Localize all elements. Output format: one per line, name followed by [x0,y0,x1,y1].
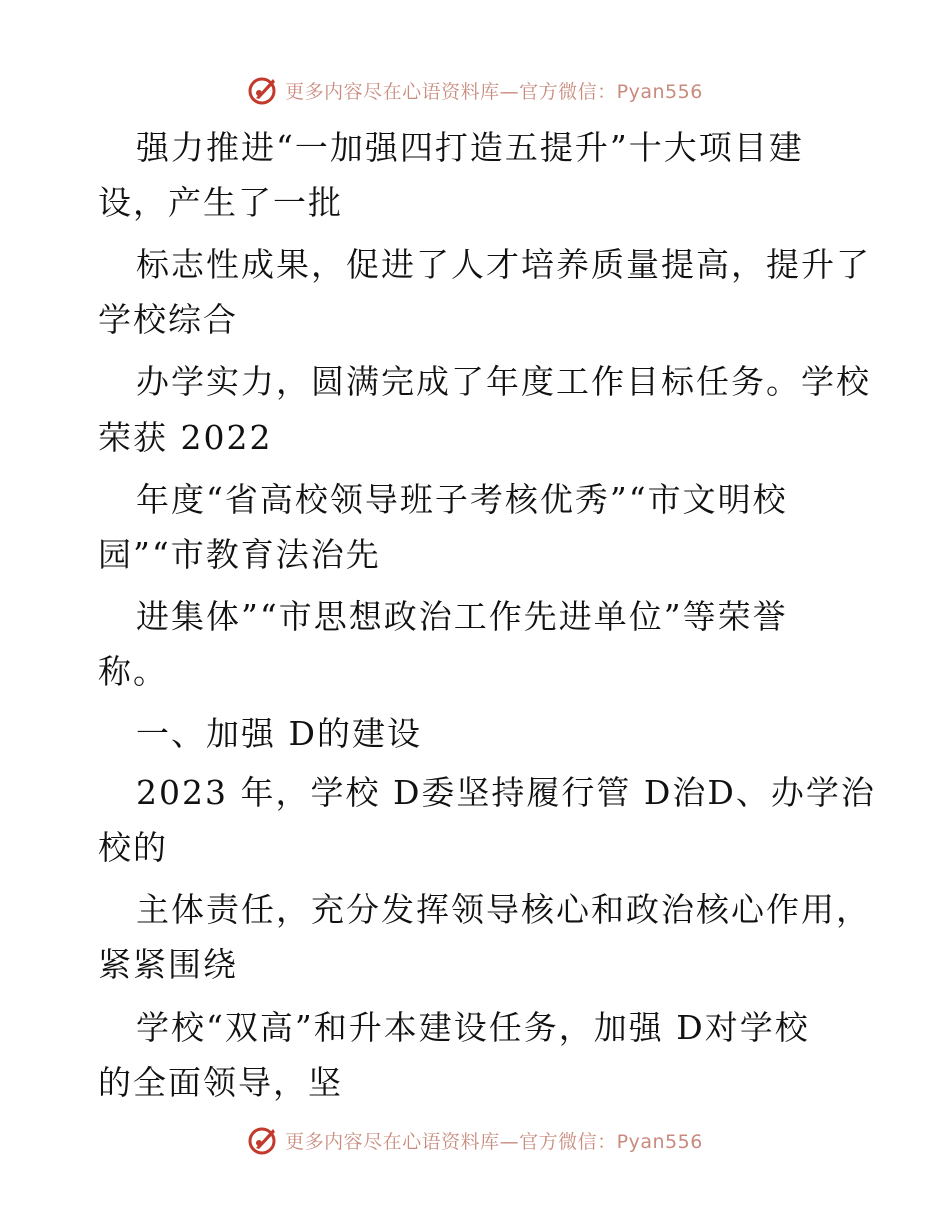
body-line: 学校综合 [98,300,238,339]
body-line: 称。 [98,652,168,691]
watermark-text: 更多内容尽在心语资料库—官方微信：Pyan556 [285,80,703,103]
body-line: 标志性成果，促进了人才培养质量提高，提升了 [136,245,871,284]
body-line: 2023 年，学校 D委坚持履行管 D治D、办学治 [136,773,876,812]
body-line: 办学实力，圆满完成了年度工作目标任务。学校 [136,362,871,401]
body-line: 紧紧围绕 [98,945,238,984]
body-line: 的全面领导，坚 [98,1063,343,1102]
header-watermark [0,70,950,110]
body-line: 设，产生了一批 [98,183,343,222]
body-line: 进集体”“市思想政治工作先进单位”等荣誉 [136,597,788,636]
section-heading: 一、加强 D的建设 [136,714,422,753]
footer-watermark [0,1120,950,1160]
body-line: 年度“省高校领导班子考核优秀”“市文明校 [136,480,788,519]
body-line: 学校“双高”和升本建设任务，加强 D对学校 [136,1008,810,1047]
body-line: 主体责任，充分发挥领导核心和政治核心作用， [136,890,871,929]
watermark-text: 更多内容尽在心语资料库—官方微信：Pyan556 [285,1130,703,1153]
body-line: 荣获 2022 [98,418,273,457]
body-line: 校的 [98,828,168,867]
body-line: 园”“市教育法治先 [98,535,381,574]
quill-seal-icon [247,74,279,106]
quill-seal-icon [247,1124,279,1156]
body-line: 强力推进“一加强四打造五提升”十大项目建 [136,128,804,167]
